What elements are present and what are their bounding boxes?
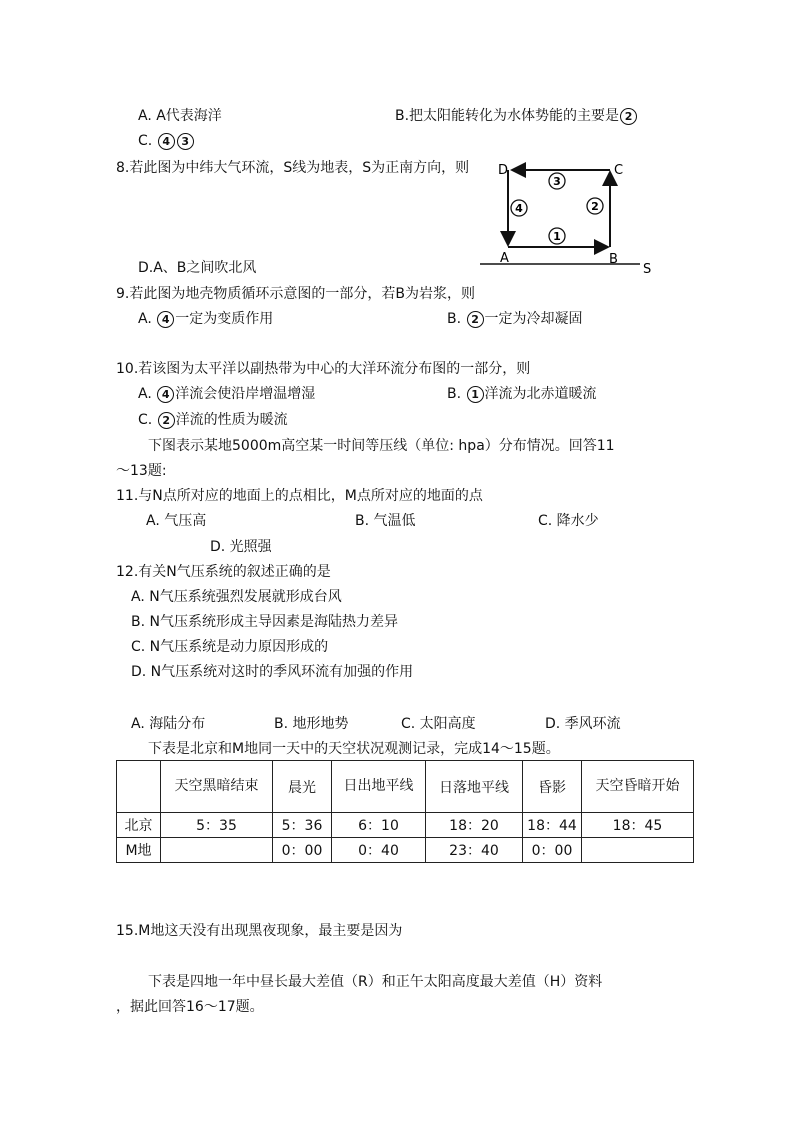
q8-stem: 8.若此图为中纬大气环流，S线为地表，S为正南方向，则	[116, 160, 470, 176]
table-cell: 0：40	[332, 838, 426, 863]
table-cell	[582, 838, 694, 863]
circle-4: 4	[515, 202, 523, 215]
q12-option-a: A. N气压系统强烈发展就形成台风	[131, 589, 342, 605]
intro-11-line1: 下图表示某地5000m高空某一时间等压线（单位: hpa）分布情况。回答11	[148, 438, 615, 454]
label-c: C	[614, 163, 624, 178]
label-d: D	[498, 163, 509, 178]
table-header-row	[117, 761, 694, 813]
table-cell: 18：44	[523, 813, 582, 838]
table-row	[117, 813, 694, 838]
q13-option-d: D. 季风环流	[545, 716, 621, 732]
q13-option-b: B. 地形地势	[274, 716, 349, 732]
circled-1-icon: 1	[467, 386, 484, 403]
table-cell: 6：10	[332, 813, 426, 838]
header-cell: 日出地平线	[332, 761, 426, 813]
q11-option-a: A. 气压高	[146, 513, 207, 529]
intro-16-line1: 下表是四地一年中昼长最大差值（R）和正午太阳高度最大差值（H）资料	[148, 974, 603, 990]
label-a: A	[500, 251, 509, 266]
header-cell: 晨光	[273, 761, 332, 813]
q9-stem: 9.若此图为地壳物质循环示意图的一部分，若B为岩浆，则	[116, 286, 475, 302]
q11-option-d: D. 光照强	[210, 539, 272, 555]
q12-option-b: B. N气压系统形成主导因素是海陆热力差异	[131, 614, 398, 630]
q7-option-a: A. A代表海洋	[138, 108, 222, 124]
table-cell: 0：00	[273, 838, 332, 863]
intro-14: 下表是北京和M地同一天中的天空状况观测记录，完成14～15题。	[148, 741, 560, 757]
header-cell: 天空黑暗结束	[161, 761, 273, 813]
table-cell: 5：35	[161, 813, 273, 838]
table-cell: 北京	[117, 813, 161, 838]
q10-stem: 10.若该图为太平洋以副热带为中心的大洋环流分布图的一部分，则	[116, 361, 531, 377]
q10-option-a: A. 4 洋流会使沿岸增温增湿	[138, 386, 316, 402]
circled-2-icon: 2	[467, 311, 484, 328]
circled-4-icon: 4	[158, 133, 175, 150]
circle-3: 3	[553, 175, 561, 188]
q8-option-d: D.A、B之间吹北风	[138, 260, 257, 276]
q11-stem: 11.与N点所对应的地面上的点相比，M点所对应的地面的点	[116, 488, 483, 504]
table-cell: 18：20	[426, 813, 523, 838]
circulation-diagram	[470, 152, 670, 282]
q10-option-b: B. 1 洋流为北赤道暖流	[447, 386, 597, 402]
q10-option-c: C. 2 洋流的性质为暖流	[138, 412, 288, 428]
q9-option-b: B. 2 一定为冷却凝固	[447, 311, 583, 327]
circle-2: 2	[591, 200, 599, 213]
q13-option-a: A. 海陆分布	[131, 716, 206, 732]
table-cell: 5：36	[273, 813, 332, 838]
label-b: B	[609, 252, 618, 267]
q12-option-c: C. N气压系统是动力原因形成的	[131, 639, 329, 655]
header-cell: 天空昏暗开始	[582, 761, 694, 813]
header-cell: 昏影	[523, 761, 582, 813]
observation-table	[116, 760, 694, 863]
circled-2-icon: 2	[620, 108, 637, 125]
intro-11-line2: ～13题:	[116, 463, 167, 479]
circled-4-icon: 4	[157, 311, 174, 328]
table-cell: M地	[117, 838, 161, 863]
circled-3-icon: 3	[177, 133, 194, 150]
table-row	[117, 838, 694, 863]
header-cell	[117, 761, 161, 813]
q11-option-c: C. 降水少	[538, 513, 599, 529]
label-s: S	[643, 262, 652, 277]
table-cell: 0：00	[523, 838, 582, 863]
header-cell: 日落地平线	[426, 761, 523, 813]
q12-stem: 12.有关N气压系统的叙述正确的是	[116, 564, 331, 580]
q12-option-d: D. N气压系统对这时的季风环流有加强的作用	[131, 664, 414, 680]
circled-2-icon: 2	[158, 412, 175, 429]
q9-option-a: A. 4 一定为变质作用	[138, 311, 274, 327]
table-cell: 18：45	[582, 813, 694, 838]
q11-option-b: B. 气温低	[355, 513, 416, 529]
circled-4-icon: 4	[157, 386, 174, 403]
intro-16-line2: ，据此回答16～17题。	[116, 999, 264, 1015]
table-cell: 23：40	[426, 838, 523, 863]
q13-option-c: C. 太阳高度	[401, 716, 476, 732]
circle-1: 1	[553, 230, 561, 243]
q7-option-c: C. 4 3	[138, 131, 195, 151]
q7-option-b: B.把太阳能转化为水体势能的主要是 2	[395, 106, 638, 126]
q15-stem: 15.M地这天没有出现黑夜现象，最主要是因为	[116, 923, 403, 939]
table-cell	[161, 838, 273, 863]
